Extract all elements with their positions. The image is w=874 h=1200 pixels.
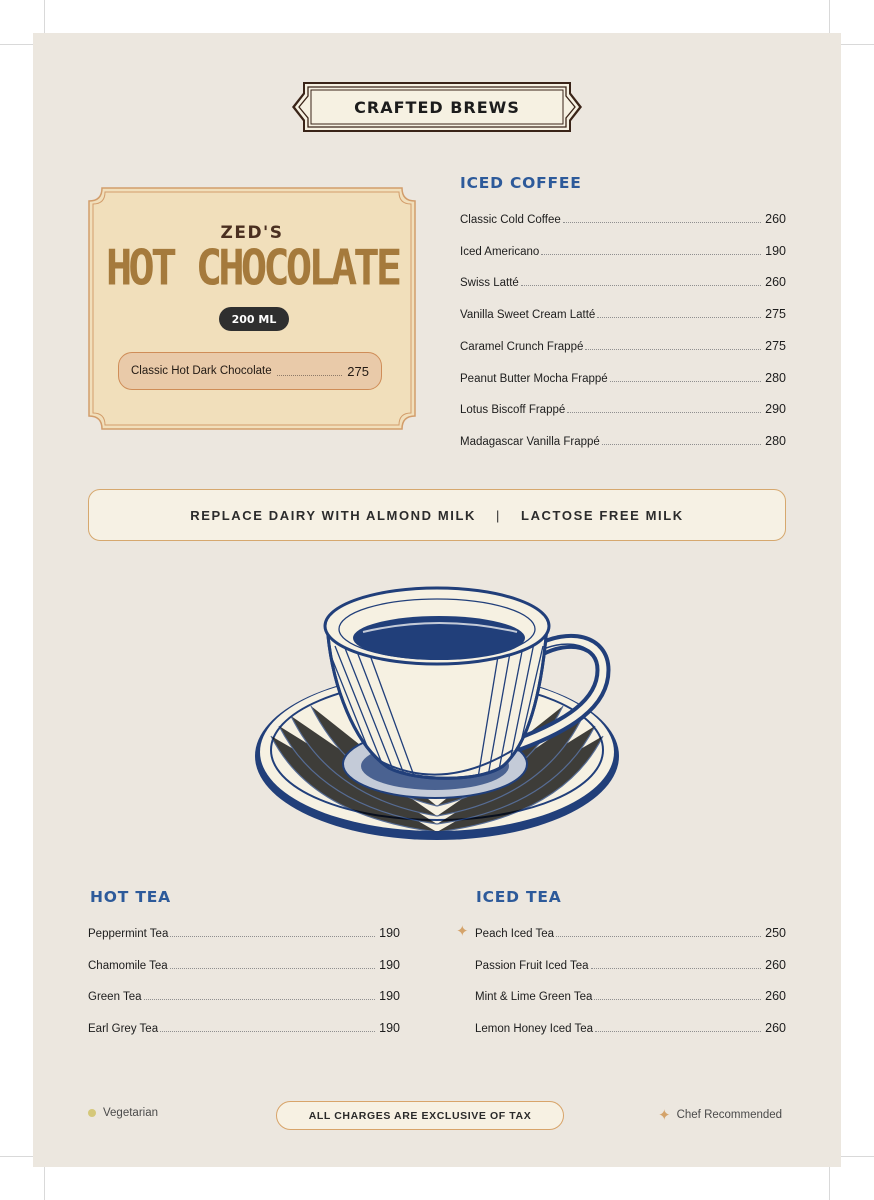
almond-milk-text: REPLACE DAIRY WITH ALMOND MILK — [190, 507, 477, 523]
item-name: Passion Fruit Iced Tea — [475, 960, 589, 972]
item-name: Swiss Latté — [460, 277, 519, 289]
item-price: 250 — [765, 926, 786, 940]
hot-chocolate-title: HOT CHOCOLATE — [105, 239, 399, 298]
dot-leader — [602, 444, 761, 445]
dot-leader — [595, 1031, 761, 1032]
dot-leader — [160, 1031, 375, 1032]
item-name: Peppermint Tea — [88, 928, 169, 940]
item-price: 275 — [765, 307, 786, 321]
menu-page — [33, 33, 841, 1167]
chef-recommended-legend — [658, 1106, 782, 1124]
menu-item[interactable] — [88, 924, 400, 940]
dot-leader — [556, 936, 761, 937]
menu-item[interactable] — [475, 1019, 786, 1035]
item-name: Mint & Lime Green Tea — [475, 991, 593, 1003]
brand-name: ZED'S — [220, 223, 284, 243]
item-price: 280 — [765, 434, 786, 448]
item-name: Classic Hot Dark Chocolate — [131, 365, 272, 377]
item-name: Iced Americano — [460, 246, 540, 258]
iced-tea-heading: ICED TEA — [476, 888, 562, 906]
hot-tea-heading: HOT TEA — [90, 888, 171, 906]
dot-leader — [170, 968, 375, 969]
menu-item[interactable] — [460, 210, 786, 226]
item-name: Peach Iced Tea — [475, 928, 555, 940]
chef-recommended-label: Chef Recommended — [676, 1109, 783, 1121]
item-name: Chamomile Tea — [88, 960, 168, 972]
item-price: 260 — [765, 1021, 786, 1035]
lactose-free-text: LACTOSE FREE MILK — [521, 507, 684, 523]
dot-leader — [170, 936, 375, 937]
menu-item[interactable] — [460, 337, 786, 353]
dot-leader — [594, 999, 761, 1000]
menu-item[interactable] — [88, 1019, 400, 1035]
menu-item[interactable] — [460, 242, 786, 258]
item-name: Classic Cold Coffee — [460, 214, 561, 226]
menu-item[interactable] — [475, 924, 786, 940]
dot-leader — [144, 999, 376, 1000]
item-price: 260 — [765, 958, 786, 972]
item-name: Earl Grey Tea — [88, 1023, 159, 1035]
iced-coffee-heading: ICED COFFEE — [460, 174, 582, 192]
item-price: 275 — [765, 339, 786, 353]
item-price: 280 — [765, 371, 786, 385]
menu-item[interactable] — [88, 956, 400, 972]
item-price: 275 — [347, 363, 369, 379]
menu-item[interactable] — [88, 987, 400, 1003]
item-name: Madagascar Vanilla Frappé — [460, 436, 600, 448]
item-name: Green Tea — [88, 991, 142, 1003]
menu-item[interactable] — [460, 400, 786, 416]
item-price: 190 — [379, 926, 400, 940]
size-badge: 200 ML — [219, 307, 289, 331]
vegetarian-label: Vegetarian — [103, 1107, 158, 1119]
menu-item[interactable] — [475, 987, 786, 1003]
item-price: 260 — [765, 275, 786, 289]
dot-leader — [585, 349, 761, 350]
item-price: 290 — [765, 402, 786, 416]
tax-note — [276, 1101, 564, 1130]
header-banner — [291, 81, 583, 133]
item-price: 190 — [379, 958, 400, 972]
item-name: Caramel Crunch Frappé — [460, 341, 584, 353]
menu-item[interactable] — [460, 369, 786, 385]
dot-leader — [610, 381, 761, 382]
item-name: Lotus Biscoff Frappé — [460, 404, 566, 416]
item-price: 190 — [379, 989, 400, 1003]
note-divider: | — [496, 507, 502, 523]
dot-leader — [521, 285, 761, 286]
vegetarian-legend — [88, 1107, 158, 1119]
dot-leader — [277, 375, 343, 376]
item-name: Peanut Butter Mocha Frappé — [460, 373, 608, 385]
menu-item[interactable] — [475, 956, 786, 972]
item-name: Vanilla Sweet Cream Latté — [460, 309, 596, 321]
dot-leader — [597, 317, 761, 318]
tax-note-text: ALL CHARGES ARE EXCLUSIVE OF TAX — [308, 1109, 532, 1122]
item-price: 260 — [765, 212, 786, 226]
item-name: Lemon Honey Iced Tea — [475, 1023, 594, 1035]
page-title: CRAFTED BREWS — [354, 97, 520, 117]
chef-recommended-icon: ✦ — [456, 923, 469, 940]
item-price: 190 — [379, 1021, 400, 1035]
menu-item[interactable] — [460, 432, 786, 448]
dot-leader — [591, 968, 762, 969]
menu-item[interactable] — [460, 305, 786, 321]
chef-star-icon: ✦ — [658, 1107, 671, 1124]
menu-item[interactable] — [460, 273, 786, 289]
hot-chocolate-card — [88, 187, 416, 430]
item-price: 190 — [765, 244, 786, 258]
hot-chocolate-item[interactable] — [118, 352, 382, 390]
milk-options-note — [88, 489, 786, 541]
dot-leader — [541, 254, 761, 255]
dot-leader — [563, 222, 761, 223]
dot-leader — [567, 412, 761, 413]
item-price: 260 — [765, 989, 786, 1003]
vegetarian-icon — [88, 1109, 96, 1117]
coffee-cup-illustration — [251, 586, 623, 848]
